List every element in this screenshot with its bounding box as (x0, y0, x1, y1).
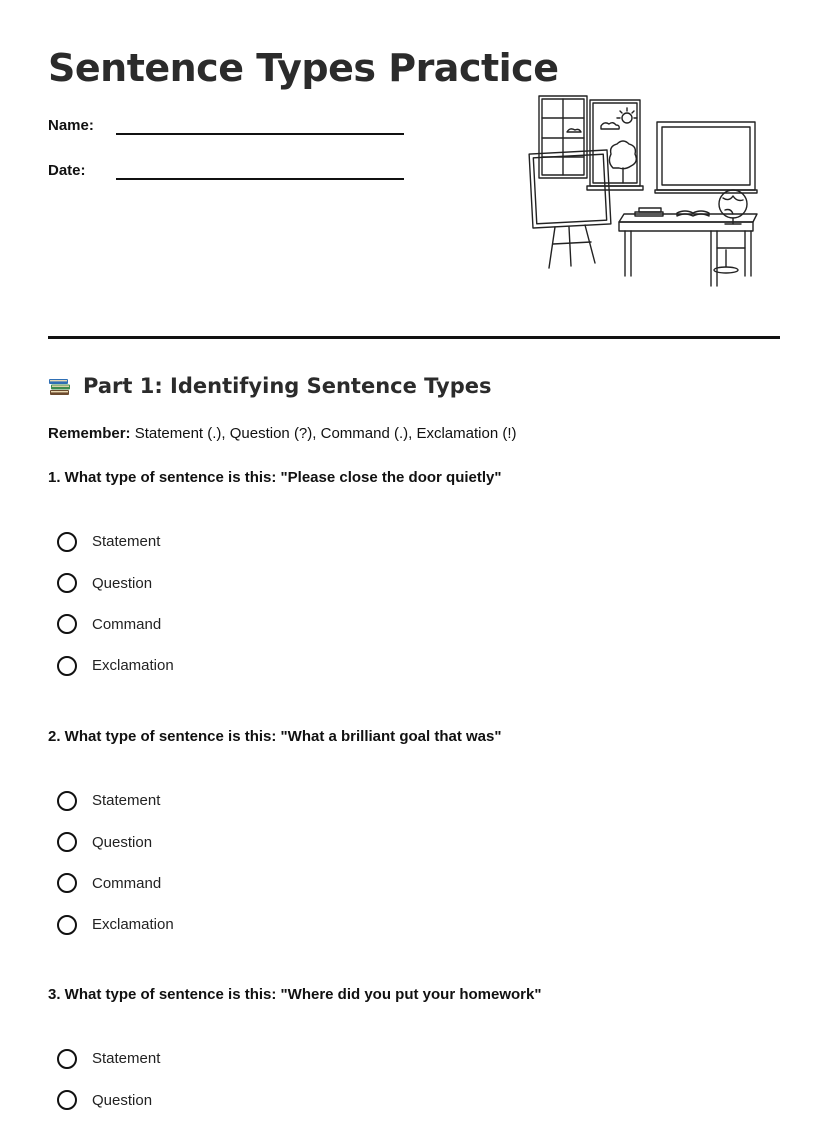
answer-options (57, 521, 174, 687)
option-label: Question (92, 833, 153, 851)
answer-options (57, 1038, 160, 1121)
question-3 (48, 985, 788, 1109)
radio-button[interactable] (57, 1049, 77, 1069)
name-label: Name: (48, 117, 94, 134)
option-statement[interactable] (57, 1038, 160, 1079)
page-title: Sentence Types Practice (48, 46, 559, 90)
name-line[interactable] (116, 133, 404, 135)
radio-button[interactable] (57, 832, 77, 852)
question-1 (48, 468, 788, 675)
option-label: Exclamation (92, 916, 174, 934)
option-exclamation[interactable] (57, 645, 174, 686)
books-icon (48, 374, 72, 398)
reminder (48, 425, 517, 442)
reminder-text: Statement (.), Question (?), Command (.), Exclamation (!) (134, 425, 517, 442)
name-field[interactable] (48, 117, 404, 134)
date-label: Date: (48, 162, 86, 179)
reminder-label: Remember: (48, 425, 131, 442)
option-label: Statement (92, 792, 161, 810)
option-label: Statement (92, 533, 161, 551)
option-statement[interactable] (57, 521, 174, 562)
option-label: Question (92, 1091, 153, 1109)
radio-button[interactable] (57, 532, 77, 552)
date-field[interactable] (48, 162, 404, 179)
part-1-heading (48, 374, 491, 398)
option-command[interactable] (57, 863, 174, 904)
option-question[interactable] (57, 562, 174, 603)
answer-options (57, 780, 174, 946)
option-label: Question (92, 574, 153, 592)
option-statement[interactable] (57, 780, 174, 821)
option-question[interactable] (57, 821, 174, 862)
part-1-title: Part 1: Identifying Sentence Types (83, 374, 492, 398)
question-2 (48, 727, 788, 934)
option-label: Exclamation (92, 657, 174, 675)
question-text: 2. What type of sentence is this: "What a brilliant goal that was" (48, 728, 502, 745)
radio-button[interactable] (57, 614, 77, 634)
radio-button[interactable] (57, 1090, 77, 1110)
radio-button[interactable] (57, 656, 77, 676)
option-question[interactable] (57, 1079, 160, 1120)
classroom-illustration (527, 90, 759, 290)
option-exclamation[interactable] (57, 904, 174, 945)
radio-button[interactable] (57, 915, 77, 935)
radio-button[interactable] (57, 873, 77, 893)
question-text: 1. What type of sentence is this: "Please close the door quietly" (48, 469, 502, 486)
option-label: Command (92, 874, 162, 892)
option-command[interactable] (57, 604, 174, 645)
radio-button[interactable] (57, 791, 77, 811)
option-label: Statement (92, 1050, 161, 1068)
date-line[interactable] (116, 178, 404, 180)
radio-button[interactable] (57, 573, 77, 593)
option-label: Command (92, 615, 162, 633)
question-text: 3. What type of sentence is this: "Where did you put your homework" (48, 986, 542, 1003)
section-divider (48, 336, 780, 339)
